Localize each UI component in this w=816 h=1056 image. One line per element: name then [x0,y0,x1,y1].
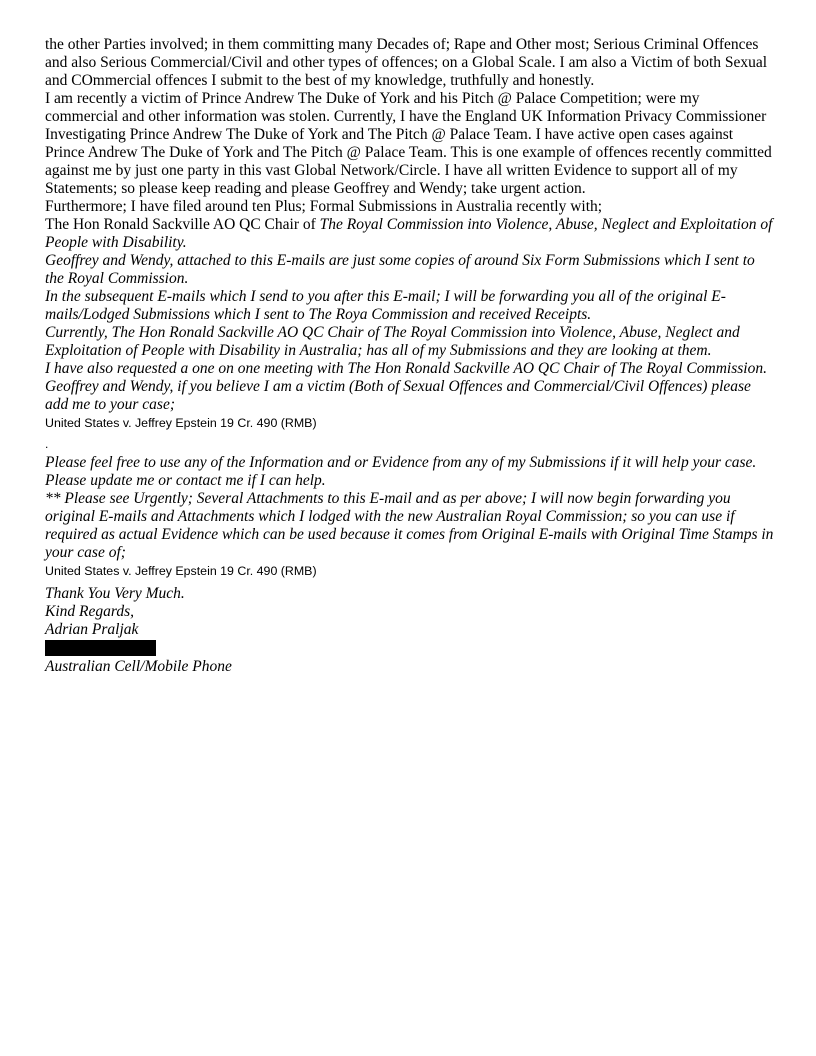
paragraph-royal-commission-chair [45,216,775,252]
stray-dot: . [45,437,49,451]
paragraph-submissions: Furthermore; I have filed around ten Plus; Formal Submissions in Australia recently with; [45,198,603,215]
email-body [45,36,775,676]
paragraph-meeting-request: I have also requested a one on one meeting with The Hon Ronald Sackville AO QC Chair of The Royal Commission. [45,360,767,377]
paragraph-add-to-case: Geoffrey and Wendy, if you believe I am a victim (Both of Sexual Offences and Commercial/Civil Offences) please add me to your case; [45,378,751,413]
signature-name: Adrian Praljak [45,621,139,638]
signature-thanks: Thank You Very Much. [45,585,185,602]
commission-name: The Royal Commission into Violence, Abuse, Neglect and Exploitation of People with Disability. [45,216,773,251]
paragraph-urgent-attachments: ** Please see Urgently; Several Attachments to this E-mail and as per above; I will now begin forwarding you original E-mails and Attachments which I lodged with the new Australian Royal Commission; so you can use if required as actual Evidence which can be used because it comes from Original E-mails with Original Time Stamps in your case of; [45,490,774,561]
case-reference-2: United States v. Jeffrey Epstein 19 Cr. 490 (RMB) [45,564,317,578]
redaction-bar [45,640,156,656]
paragraph-intro: the other Parties involved; in them committing many Decades of; Rape and Other most; Serious Criminal Offences and also Serious Commercial/Civil and other types of offences; on a Global Scale. I am also a Victim of both Sexual and COmmercial offences I submit to the best of my knowledge, truthfully and honestly. [45,36,768,89]
paragraph-use-evidence: Please feel free to use any of the Information and or Evidence from any of my Submissions if it will help your case. [45,454,757,471]
paragraph-prince-andrew: I am recently a victim of Prince Andrew The Duke of York and his Pitch @ Palace Competition; were my commercial and other information was stolen. Currently, I have the England UK Information Privacy Commissioner Investigating Prince Andrew The Duke of York and The Pitch @ Palace Team. I have active open cases against Prince Andrew The Duke of York and The Pitch @ Palace Team. This is one example of offences recently committed against me by just one party in this vast Global Network/Circle. I have all written Evidence to support all of my Statements; so please keep reading and please Geoffrey and Wendy; take urgent action. [45,90,772,197]
paragraph-attachments: Geoffrey and Wendy, attached to this E-mails are just some copies of around Six Form Submissions which I sent to the Royal Commission. [45,252,755,287]
signature-phone-label: Australian Cell/Mobile Phone [45,658,232,675]
case-reference-1: United States v. Jeffrey Epstein 19 Cr. 490 (RMB) [45,416,317,430]
paragraph-contact: Please update me or contact me if I can help. [45,472,326,489]
paragraph-currently: Currently, The Hon Ronald Sackville AO QC Chair of The Royal Commission into Violence, Abuse, Neglect and Exploitation of People with Disability in Australia; has all of my Submissions and they are looking at them. [45,324,740,359]
signature-closing: Kind Regards, [45,603,134,620]
chair-text: The Hon Ronald Sackville AO QC Chair of [45,216,320,233]
paragraph-subsequent-emails: In the subsequent E-mails which I send to you after this E-mail; I will be forwarding you all of the original E-mails/Lodged Submissions which I sent to The Roya Commission and received Receipts. [45,288,726,323]
